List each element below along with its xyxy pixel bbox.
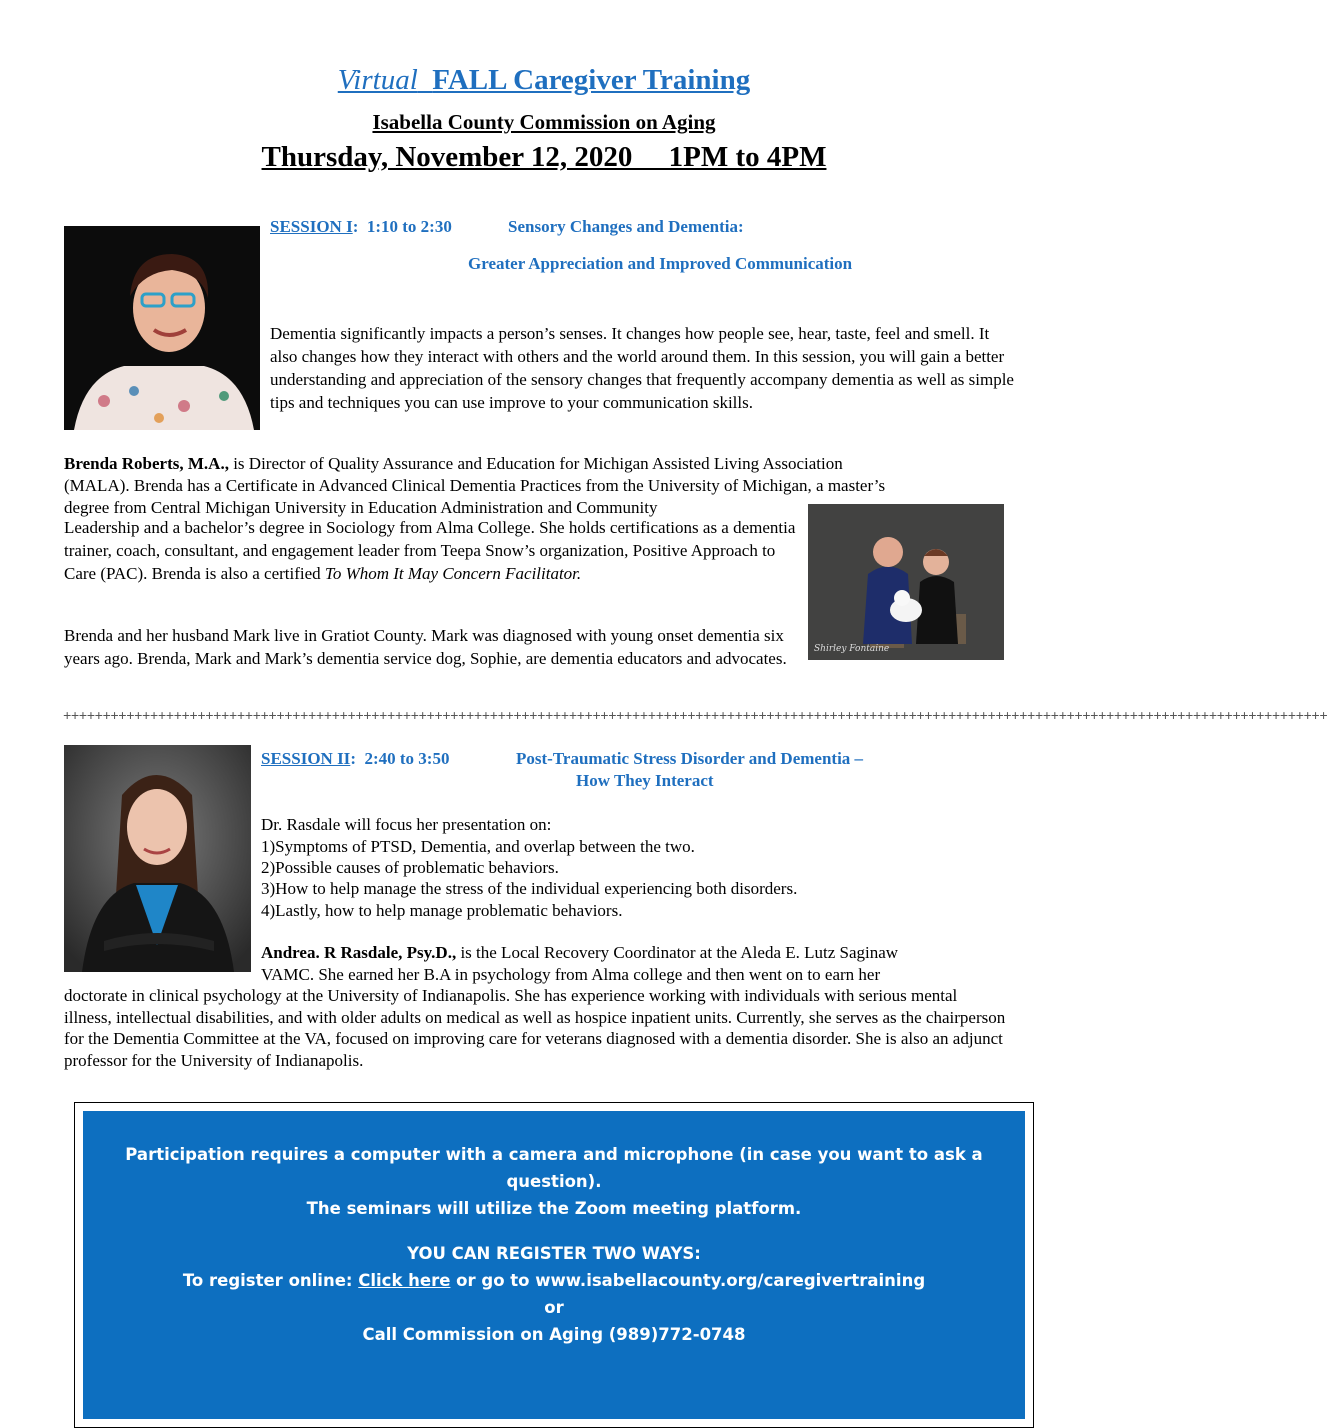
session1-bio-line3: degree from Central Michigan University in Education Administration and Community xyxy=(64,498,658,517)
register-online-prefix: To register online: xyxy=(182,1271,359,1290)
session2-bio-rest: doctorate in clinical psychology at the University of Indianapolis. She has experience working with individuals with serious mental illness, intellectual disabilities, and with older adults on medical as well as hospice inpatient units. Currently, she serves as the chairperson for the Dementia Committee at the VA, focused on improving care for veterans diagnosed with a dementia disorder. She is also an adjunct professor for the University of Indianapolis. xyxy=(64,986,1006,1070)
section-divider: ++++++++++++++++++++++++++++++++++++++++++++++++++++++++++++++++++++++++++++++++++++++++++++++++++++++++++++++++++++++++++++++++++++++++++++++++++++++++++++++++ xyxy=(63,709,1327,725)
family-photo-credit: Shirley Fontaine xyxy=(814,644,890,654)
registration-panel xyxy=(83,1111,1025,1419)
speaker2-bio-start: is the Local Recovery Coordinator at the Aleda E. Lutz Saginaw xyxy=(456,943,899,962)
session1-bio-wrap xyxy=(64,516,802,585)
register-online-line xyxy=(83,1267,1025,1294)
speaker1-photo xyxy=(64,226,260,430)
family-portrait-image xyxy=(808,504,1004,660)
session2-point-2: 2)Possible causes of problematic behaviors. xyxy=(261,858,559,877)
session2-title: SESSION II xyxy=(261,749,351,768)
family-photo xyxy=(808,504,1004,660)
session1-topic-line1: Sensory Changes and Dementia: xyxy=(508,217,744,236)
session1-description: Dementia significantly impacts a person’s senses. It changes how people see, hear, taste, feel and smell. It also changes how they interact with others and the world around them. In this session, you will gain a better understanding and appreciation of the sensory changes that frequently accompany dementia as well as simple tips and techniques you can use improve to your communication skills. xyxy=(270,324,1014,412)
register-heading: YOU CAN REGISTER TWO WAYS: xyxy=(407,1244,701,1263)
speaker2-name: Andrea. R Rasdale, Psy.D., xyxy=(261,943,457,962)
session2-topic-line2: How They Interact xyxy=(576,771,714,790)
speaker1-bio-body: Leadership and a bachelor’s degree in Sociology from Alma College. She holds certifications as a dementia trainer, coach, consultant, and engagement leader from Teepa Snow’s organization, Positive Approach to Care (PAC). Brenda is also a certified xyxy=(64,518,796,583)
session2-topic-line1: Post-Traumatic Stress Disorder and Dementia – xyxy=(516,749,864,768)
session1-family: Brenda and her husband Mark live in Gratiot County. Mark was diagnosed with young onset dementia six years ago. Brenda, Mark and Mark’s dementia service dog, Sophie, are dementia educators and advocates. xyxy=(64,626,787,668)
session2-label xyxy=(261,749,449,769)
session2-point-4: 4)Lastly, how to help manage problematic behaviors. xyxy=(261,901,623,920)
session1-bio-line1 xyxy=(64,452,1024,475)
session2-intro: Dr. Rasdale will focus her presentation on: xyxy=(261,815,552,834)
session2-bio-line2: VAMC. She earned her B.A in psychology from Alma college and then went on to earn her xyxy=(261,965,881,984)
click-here-link[interactable]: Click here xyxy=(358,1271,451,1290)
page-title xyxy=(0,64,1088,97)
title-italic: Virtual xyxy=(337,64,418,96)
speaker1-name: Brenda Roberts, M.A., xyxy=(64,454,229,473)
page-subtitle: Isabella County Commission on Aging xyxy=(372,110,716,134)
session1-title: SESSION I xyxy=(270,217,353,236)
session2-bio-line1 xyxy=(261,941,898,964)
session1-bio-line2: (MALA). Brenda has a Certificate in Advanced Clinical Dementia Practices from the University of Michigan, a master’s xyxy=(64,476,886,495)
speaker2-photo xyxy=(64,745,251,972)
or-line: or xyxy=(544,1298,564,1317)
session2-point-3: 3)How to help manage the stress of the individual experiencing both disorders. xyxy=(261,879,798,898)
session1-label xyxy=(270,217,452,237)
call-line: Call Commission on Aging (989)772-0748 xyxy=(362,1325,746,1344)
speaker1-portrait-image xyxy=(64,226,260,430)
platform-line: The seminars will utilize the Zoom meeting platform. xyxy=(306,1199,802,1218)
title-rest: FALL Caregiver Training xyxy=(432,64,751,96)
event-date: Thursday, November 12, 2020 1PM to 4PM xyxy=(261,141,827,173)
speaker1-bio-italic: To Whom It May Concern Facilitator. xyxy=(324,564,582,583)
session2-point-1: 1)Symptoms of PTSD, Dementia, and overlap between the two. xyxy=(261,837,695,856)
speaker1-bio-start: is Director of Quality Assurance and Education for Michigan Assisted Living Association xyxy=(228,454,843,473)
session1-topic-line2: Greater Appreciation and Improved Communication xyxy=(468,254,853,273)
speaker2-portrait-image xyxy=(64,745,251,972)
requirements-line: Participation requires a computer with a camera and microphone (in case you want to ask a question). xyxy=(125,1145,983,1191)
session1-time: : 1:10 to 2:30 xyxy=(352,217,452,236)
session2-time: : 2:40 to 3:50 xyxy=(350,749,450,768)
register-online-suffix: or go to www.isabellacounty.org/caregivertraining xyxy=(450,1271,926,1290)
registration-box xyxy=(74,1102,1034,1428)
